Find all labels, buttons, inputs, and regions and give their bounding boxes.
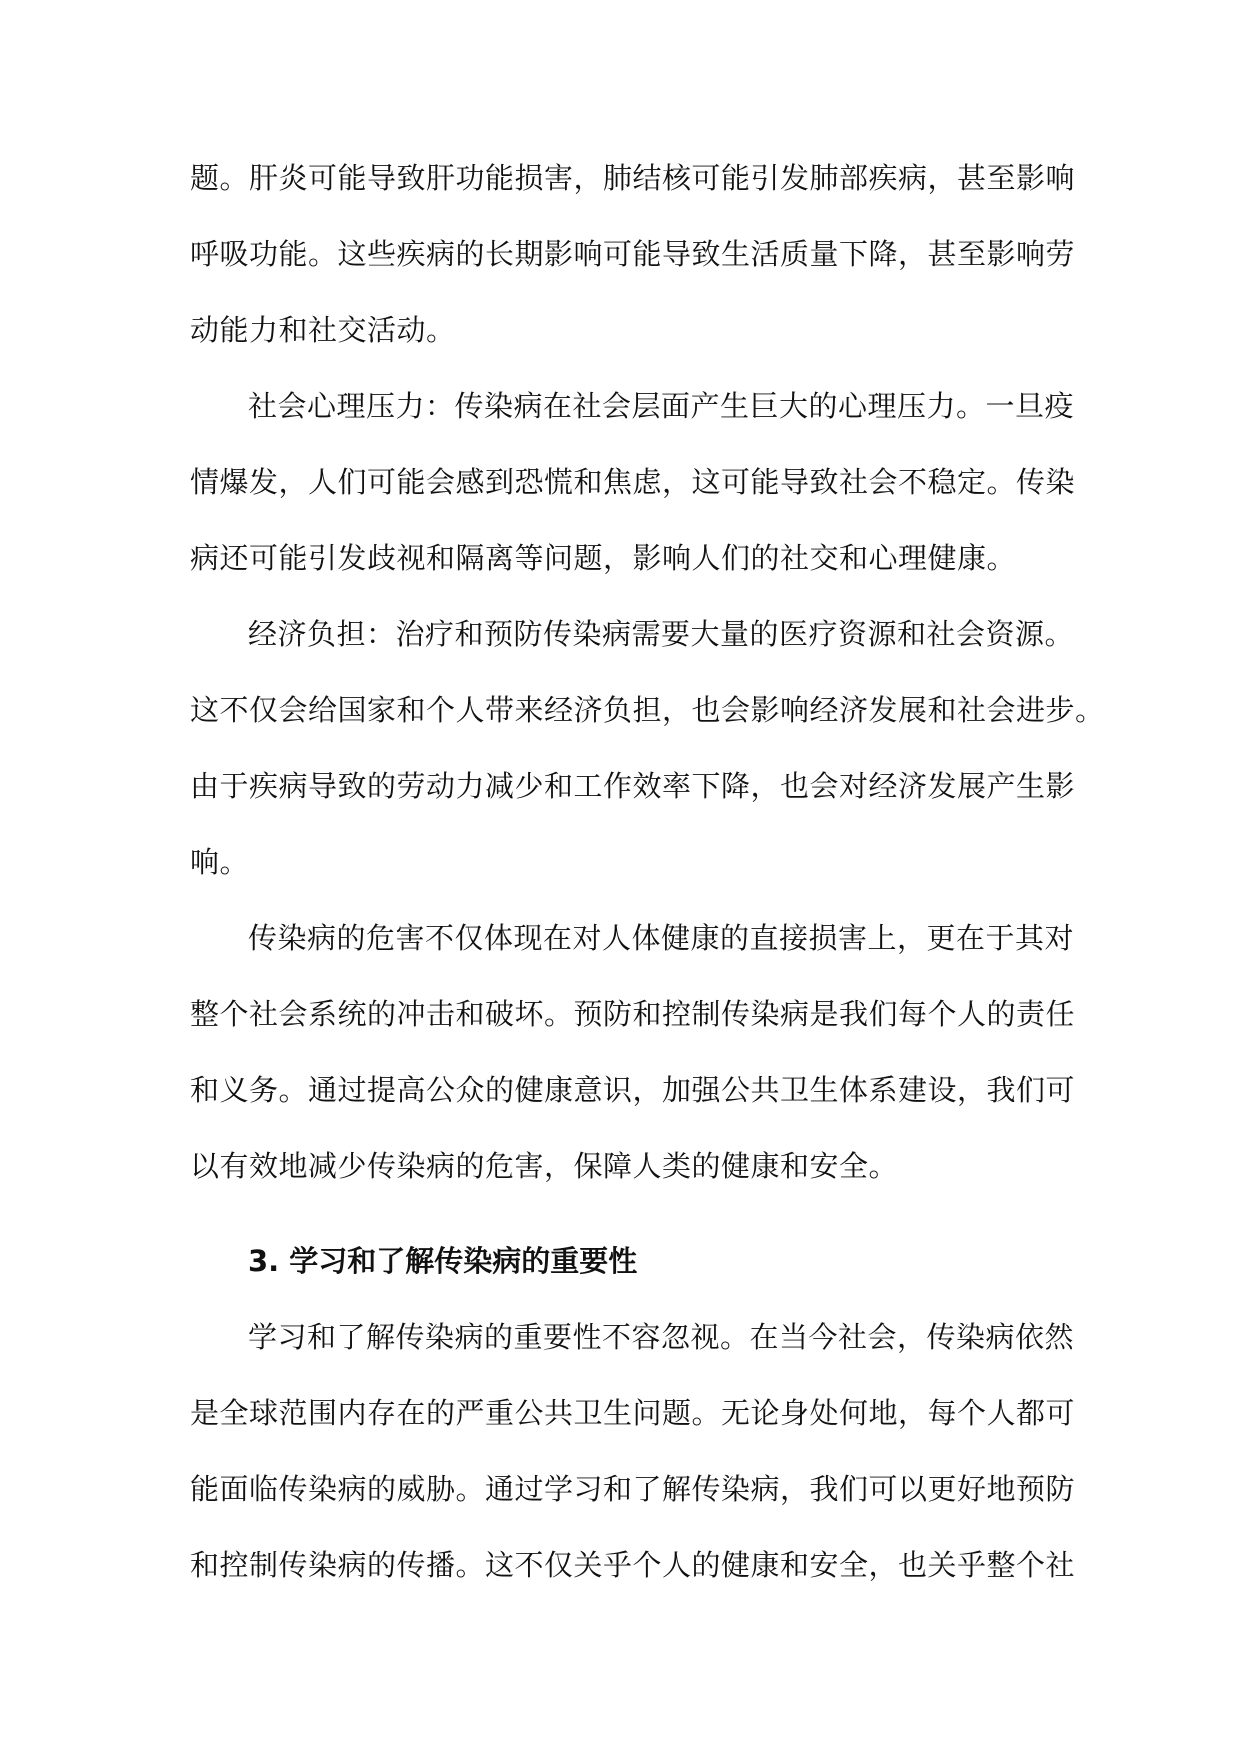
text-line: 题。肝炎可能导致肝功能损害，肺结核可能引发肺部疾病，甚至影响 <box>190 161 1076 195</box>
paragraph-liver-tb-impact <box>190 140 1076 368</box>
section-heading: 3. 学习和了解传染病的重要性 <box>248 1244 638 1278</box>
text-line: 传染病的危害不仅体现在对人体健康的直接损害上，更在于其对 <box>248 921 1075 955</box>
document-body <box>190 140 1105 1603</box>
text-line: 是全球范围内存在的严重公共卫生问题。无论身处何地，每个人都可 <box>190 1396 1076 1430</box>
text-line: 响。 <box>190 845 250 879</box>
text-line: 情爆发，人们可能会感到恐慌和焦虑，这可能导致社会不稳定。传染 <box>190 465 1076 499</box>
text-line: 病还可能引发歧视和隔离等问题，影响人们的社交和心理健康。 <box>190 541 1017 575</box>
paragraph-social-psychological-pressure <box>190 368 1076 596</box>
paragraph-summary <box>190 900 1076 1204</box>
text-line: 和控制传染病的传播。这不仅关乎个人的健康和安全，也关乎整个社 <box>190 1548 1076 1582</box>
text-line: 由于疾病导致的劳动力减少和工作效率下降，也会对经济发展产生影 <box>190 769 1076 803</box>
text-line: 社会心理压力：传染病在社会层面产生巨大的心理压力。一旦疫 <box>248 389 1075 423</box>
text-line: 学习和了解传染病的重要性不容忽视。在当今社会，传染病依然 <box>248 1320 1075 1354</box>
paragraph-importance-of-learning <box>190 1299 1076 1603</box>
text-line: 和义务。通过提高公众的健康意识，加强公共卫生体系建设，我们可 <box>190 1073 1076 1107</box>
paragraph-economic-burden <box>190 596 1105 900</box>
text-line: 以有效地减少传染病的危害，保障人类的健康和安全。 <box>190 1149 899 1183</box>
text-line: 这不仅会给国家和个人带来经济负担，也会影响经济发展和社会进步。 <box>190 693 1105 727</box>
text-line: 能面临传染病的威胁。通过学习和了解传染病，我们可以更好地预防 <box>190 1472 1076 1506</box>
text-line: 动能力和社交活动。 <box>190 313 456 347</box>
text-line: 呼吸功能。这些疾病的长期影响可能导致生活质量下降，甚至影响劳 <box>190 237 1076 271</box>
text-line: 经济负担：治疗和预防传染病需要大量的医疗资源和社会资源。 <box>248 617 1075 651</box>
text-line: 整个社会系统的冲击和破坏。预防和控制传染病是我们每个人的责任 <box>190 997 1076 1031</box>
